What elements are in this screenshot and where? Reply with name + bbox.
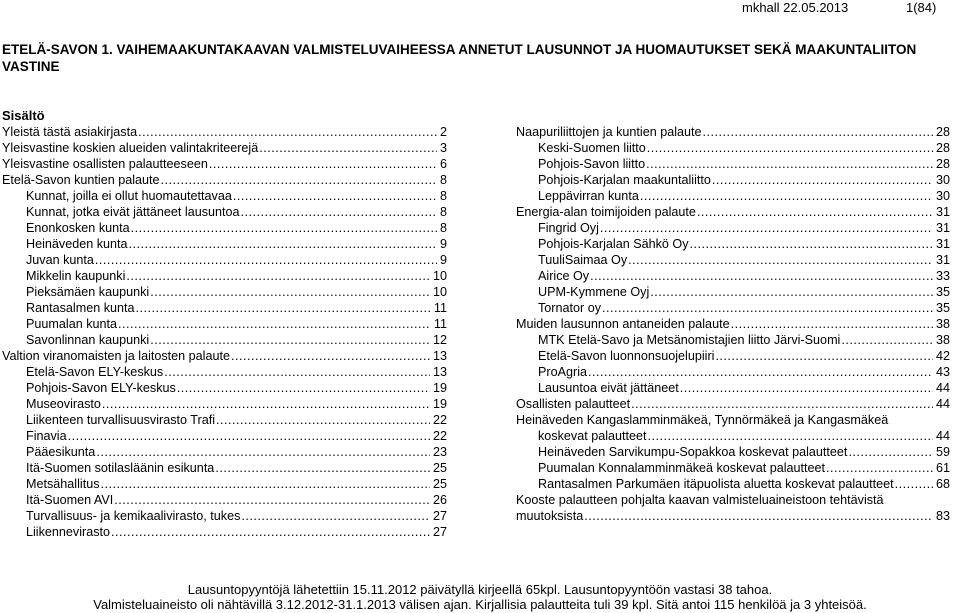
toc-dot-leader [215, 460, 430, 476]
toc-entry-page: 44 [935, 381, 950, 395]
toc-dot-leader [209, 156, 437, 172]
toc-entry-label: Airice Oy [538, 269, 590, 283]
toc-dot-leader [628, 252, 933, 268]
toc-entry-label: Pieksämäen kaupunki [26, 285, 150, 299]
toc-entry[interactable] [2, 252, 447, 268]
toc-entry[interactable] [516, 428, 950, 444]
toc-entry-label: Etelä-Savon ELY-keskus [26, 365, 164, 379]
toc-entry-label: Kunnat, jotka eivät jättäneet lausuntoa [26, 205, 240, 219]
toc-entry-page: 31 [935, 221, 950, 235]
toc-dot-leader [631, 396, 933, 412]
toc-entry-label: Rantasalmen kunta [26, 301, 135, 315]
toc-entry-label: TuuliSaimaa Oy [538, 253, 628, 267]
toc-entry-page: 8 [439, 205, 447, 219]
toc-entry-page: 9 [439, 237, 447, 251]
toc-dot-leader [590, 268, 933, 284]
toc-entry[interactable] [516, 316, 950, 332]
toc-entry[interactable] [2, 220, 447, 236]
toc-dot-leader [680, 380, 933, 396]
toc-entry[interactable] [2, 492, 447, 508]
toc-entry[interactable] [2, 140, 447, 156]
toc-entry[interactable] [516, 188, 950, 204]
toc-entry-page: 11 [433, 317, 447, 331]
toc-entry-page: 31 [935, 237, 950, 251]
toc-entry[interactable] [2, 428, 447, 444]
toc-entry[interactable] [2, 444, 447, 460]
footer-line-1: Lausuntopyyntöjä lähetettiin 15.11.2012 päivätyllä kirjeellä 65kpl. Lausuntopyyntöön vastasi 38 tahoa. [187, 582, 773, 597]
toc-entry-page: 61 [935, 461, 950, 475]
toc-dot-leader [241, 204, 437, 220]
toc-entry-page: 27 [432, 509, 447, 523]
toc-entry[interactable] [2, 332, 447, 348]
toc-dot-leader [129, 236, 437, 252]
toc-entry-page: 44 [935, 429, 950, 443]
toc-entry-label: Fingrid Oyj [538, 221, 599, 235]
toc-entry-page: 23 [432, 445, 447, 459]
toc-entry-page: 13 [432, 349, 447, 363]
toc-entry[interactable] [2, 236, 447, 252]
toc-dot-leader [138, 124, 437, 140]
toc-entry[interactable] [516, 268, 950, 284]
toc-entry-page: 28 [935, 125, 950, 139]
toc-dot-leader [647, 140, 933, 156]
toc-entry[interactable] [516, 124, 950, 140]
toc-entry[interactable] [2, 300, 447, 316]
document-title: ETELÄ-SAVON 1. VAIHEMAAKUNTAKAAVAN VALMISTELUVAIHEESSA ANNETUT LAUSUNNOT JA HUOMAUTUKSET SEKÄ MAAKUNTALIITON VASTINE [2, 42, 917, 74]
toc-dot-leader [640, 188, 933, 204]
toc-entry[interactable] [516, 332, 950, 348]
toc-entry-label: Puumalan kunta [26, 317, 118, 331]
toc-entry-page: 10 [432, 285, 447, 299]
toc-dot-leader [161, 172, 437, 188]
toc-entry[interactable] [516, 220, 950, 236]
toc-entry-page: 8 [439, 221, 447, 235]
toc-entry-label: Yleisvastine osallisten palautteeseen [2, 157, 208, 171]
toc-entry-label: Museovirasto [26, 397, 101, 411]
toc-entry-label: Pohjois-Karjalan maakuntaliitto [538, 173, 711, 187]
toc-dot-leader [259, 140, 437, 156]
toc-dot-leader [136, 300, 431, 316]
toc-entry-label: Yleisvastine koskien alueiden valintakriteerejä [2, 141, 259, 155]
toc-entry-label: Osallisten palautteet [516, 397, 631, 411]
toc-dot-leader [712, 172, 933, 188]
toc-right-column [516, 124, 950, 524]
toc-dot-leader [841, 332, 933, 348]
toc-entry-label: Kunnat, joilla ei ollut huomautettavaa [26, 189, 232, 203]
toc-entry-page: 27 [432, 525, 447, 539]
toc-entry-page: 2 [439, 125, 447, 139]
toc-dot-leader [118, 316, 431, 332]
toc-dot-leader [164, 364, 430, 380]
toc-dot-leader [101, 476, 430, 492]
toc-entry[interactable] [516, 508, 950, 524]
toc-entry[interactable] [2, 460, 447, 476]
toc-entry-label: Liikennevirasto [26, 525, 111, 539]
toc-entry-label: Etelä-Savon luonnonsuojelupiiri [538, 349, 715, 363]
toc-dot-leader [111, 524, 430, 540]
toc-entry-label: UPM-Kymmene Oyj [538, 285, 650, 299]
toc-entry-page: 22 [432, 413, 447, 427]
toc-entry[interactable] [516, 140, 950, 156]
toc-dot-leader [102, 396, 430, 412]
toc-dot-leader [650, 284, 933, 300]
toc-dot-leader [177, 380, 430, 396]
toc-entry-label: Pääesikunta [26, 445, 96, 459]
toc-dot-leader [114, 492, 430, 508]
toc-entry[interactable] [2, 348, 447, 364]
toc-entry-label: Etelä-Savon kuntien palaute [2, 173, 160, 187]
toc-dot-leader [150, 332, 430, 348]
toc-dot-leader [95, 252, 437, 268]
toc-entry-page: 8 [439, 173, 447, 187]
toc-dot-leader [731, 316, 933, 332]
toc-entry[interactable] [516, 396, 950, 412]
toc-entry-label: Turvallisuus- ja kemikaalivirasto, tukes [26, 509, 241, 523]
header-page-number: 1(84) [906, 0, 937, 15]
toc-entry-label: muutoksista [516, 509, 584, 523]
toc-entry-label: Energia-alan toimijoiden palaute [516, 205, 696, 219]
toc-entry-label: Metsähallitus [26, 477, 100, 491]
toc-entry-page: 44 [935, 397, 950, 411]
toc-entry-page: 83 [935, 509, 950, 523]
toc-entry[interactable] [516, 380, 950, 396]
toc-entry-page: 25 [432, 477, 447, 491]
toc-entry[interactable] [2, 476, 447, 492]
toc-entry-page: 10 [432, 269, 447, 283]
toc-entry-page: 22 [432, 429, 447, 443]
toc-entry-page: 11 [433, 301, 447, 315]
toc-entry[interactable] [516, 236, 950, 252]
toc-entry[interactable] [2, 204, 447, 220]
toc-dot-leader [584, 508, 933, 524]
toc-entry-label: Enonkosken kunta [26, 221, 130, 235]
toc-entry-label: Pohjois-Savon ELY-keskus [26, 381, 176, 395]
toc-entry-label: Finavia [26, 429, 67, 443]
toc-entry-label: Itä-Suomen sotilasläänin esikunta [26, 461, 215, 475]
toc-entry-page: 31 [935, 205, 950, 219]
toc-dot-leader [588, 364, 933, 380]
toc-entry-label: Puumalan Konnalamminmäkeä koskevat palautteet [538, 461, 826, 475]
toc-dot-leader [241, 508, 430, 524]
toc-entry-page: 33 [935, 269, 950, 283]
toc-entry-label: Leppävirran kunta [538, 189, 639, 203]
toc-entry-page: 35 [935, 285, 950, 299]
toc-entry-page: 13 [432, 365, 447, 379]
toc-entry-page: 38 [935, 317, 950, 331]
toc-entry-label: MTK Etelä-Savo ja Metsänomistajien liitto Järvi-Suomi [538, 333, 841, 347]
toc-entry-page: 19 [432, 397, 447, 411]
toc-dot-leader [697, 204, 933, 220]
toc-entry[interactable] [2, 364, 447, 380]
toc-entry-label: Pohjois-Savon liitto [538, 157, 646, 171]
toc-entry[interactable] [2, 396, 447, 412]
toc-entry-label: Kooste palautteen pohjalta kaavan valmisteluaineistoon tehtävistä [516, 493, 884, 507]
toc-entry[interactable] [2, 508, 447, 524]
toc-entry[interactable] [516, 444, 950, 460]
toc-entry-label: ProAgria [538, 365, 587, 379]
toc-dot-leader [126, 268, 430, 284]
toc-entry-label: Rantasalmen Parkumäen itäpuolista aluetta koskevat palautteet [538, 477, 894, 491]
toc-entry-page: 12 [432, 333, 447, 347]
toc-dot-leader [150, 284, 430, 300]
toc-entry-label: Keski-Suomen liitto [538, 141, 646, 155]
toc-entry-label: Liikenteen turvallisuusvirasto Trafi [26, 413, 215, 427]
toc-entry[interactable] [2, 412, 447, 428]
toc-entry[interactable] [516, 204, 950, 220]
toc-dot-leader [231, 348, 430, 364]
toc-entry-page: 42 [935, 349, 950, 363]
toc-entry-label: Juvan kunta [26, 253, 94, 267]
toc-entry[interactable] [516, 476, 950, 492]
toc-entry-page: 59 [935, 445, 950, 459]
toc-entry[interactable] [2, 172, 447, 188]
toc-entry[interactable] [2, 268, 447, 284]
toc-entry[interactable] [516, 156, 950, 172]
toc-entry-page: 30 [935, 189, 950, 203]
toc-dot-leader [826, 460, 933, 476]
toc-entry[interactable] [2, 188, 447, 204]
toc-dot-leader [96, 444, 430, 460]
toc-entry-page: 25 [432, 461, 447, 475]
toc-entry[interactable] [516, 412, 950, 428]
toc-entry-label: koskevat palautteet [538, 429, 647, 443]
toc-entry-page: 35 [935, 301, 950, 315]
toc-dot-leader [216, 412, 430, 428]
toc-entry-page: 3 [439, 141, 447, 155]
toc-entry-page: 38 [935, 333, 950, 347]
toc-entry[interactable] [2, 380, 447, 396]
toc-entry-page: 31 [935, 253, 950, 267]
toc-entry-label: Muiden lausunnon antaneiden palaute [516, 317, 730, 331]
toc-entry-page: 26 [432, 493, 447, 507]
toc-entry[interactable] [516, 364, 950, 380]
toc-entry-page: 30 [935, 173, 950, 187]
toc-entry[interactable] [2, 284, 447, 300]
toc-entry-label: Naapuriliittojen ja kuntien palaute [516, 125, 702, 139]
toc-entry-page: 68 [935, 477, 950, 491]
toc-entry[interactable] [516, 460, 950, 476]
toc-entry-label: Pohjois-Karjalan Sähkö Oy [538, 237, 689, 251]
toc-entry[interactable] [516, 300, 950, 316]
toc-entry-label: Mikkelin kaupunki [26, 269, 126, 283]
toc-dot-leader [848, 444, 933, 460]
toc-entry[interactable] [2, 316, 447, 332]
toc-entry-page: 8 [439, 189, 447, 203]
toc-entry[interactable] [2, 524, 447, 540]
toc-entry-page: 9 [439, 253, 447, 267]
toc-entry-label: Valtion viranomaisten ja laitosten palaute [2, 349, 230, 363]
toc-entry-label: Heinäveden Sarvikumpu-Sopakkoa koskevat palautteet [538, 445, 848, 459]
toc-dot-leader [690, 236, 933, 252]
toc-entry[interactable] [516, 284, 950, 300]
toc-dot-leader [648, 428, 933, 444]
toc-entry[interactable] [516, 492, 950, 508]
toc-entry[interactable] [2, 124, 447, 140]
toc-dot-leader [646, 156, 933, 172]
footer-line-2: Valmisteluaineisto oli nähtävillä 3.12.2012-31.1.2013 välisen ajan. Kirjallisia palautteita tuli 39 kpl. Sitä antoi 115 henkilöä ja 3 yhteisöä. [93, 597, 867, 612]
toc-heading: Sisältö [2, 108, 45, 123]
toc-entry-page: 19 [432, 381, 447, 395]
toc-entry[interactable] [2, 156, 447, 172]
toc-entry-page: 6 [439, 157, 447, 171]
toc-dot-leader [715, 348, 933, 364]
toc-left-column [2, 124, 447, 540]
toc-dot-leader [703, 124, 933, 140]
toc-entry-label: Savonlinnan kaupunki [26, 333, 150, 347]
toc-dot-leader [68, 428, 430, 444]
toc-entry[interactable] [516, 172, 950, 188]
toc-entry-page: 28 [935, 141, 950, 155]
toc-entry[interactable] [516, 252, 950, 268]
toc-dot-leader [895, 476, 933, 492]
toc-entry-label: Yleistä tästä asiakirjasta [2, 125, 138, 139]
toc-entry-label: Tornator oy [538, 301, 601, 315]
toc-dot-leader [602, 300, 933, 316]
toc-entry-label: Itä-Suomen AVI [26, 493, 114, 507]
toc-entry-label: Heinäveden kunta [26, 237, 128, 251]
toc-entry-label: Heinäveden Kangaslamminmäkeä, Tynnörmäkeä ja Kangasmäkeä [516, 413, 889, 427]
toc-entry-label: Lausuntoa eivät jättäneet [538, 381, 679, 395]
toc-entry[interactable] [516, 348, 950, 364]
toc-entry-page: 43 [935, 365, 950, 379]
toc-entry-page: 28 [935, 157, 950, 171]
toc-dot-leader [233, 188, 437, 204]
header-date: mkhall 22.05.2013 [742, 0, 849, 15]
toc-dot-leader [600, 220, 933, 236]
toc-dot-leader [131, 220, 437, 236]
